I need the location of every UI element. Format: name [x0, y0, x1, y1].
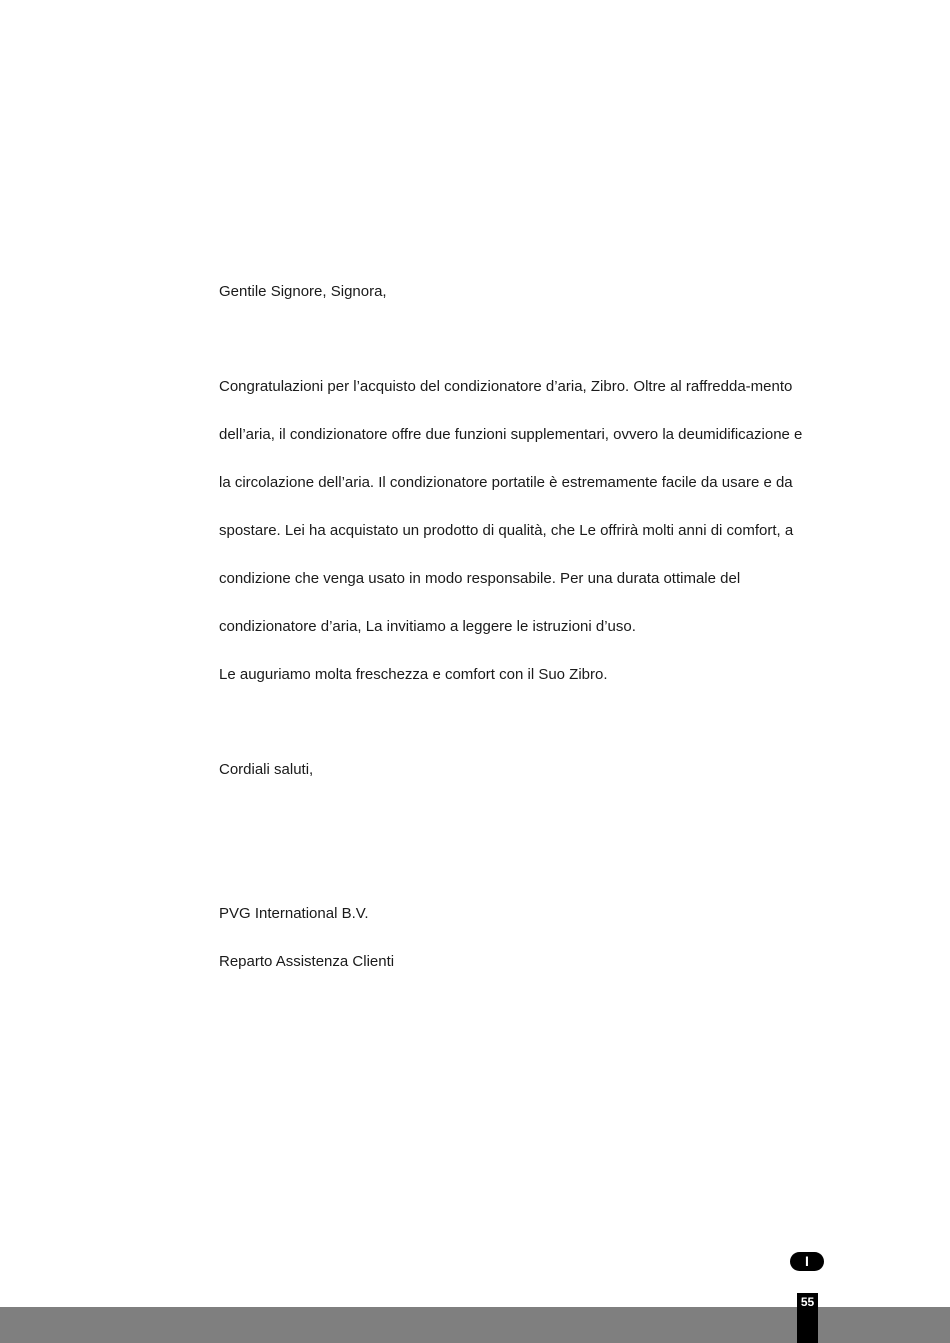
department-name: Reparto Assistenza Clienti	[219, 953, 395, 970]
page-number: 55	[800, 1295, 815, 1309]
body-line-1: Congratulazioni per l’acquisto del condizionatore d’aria, Zibro. Oltre al raffredda-mento	[219, 378, 793, 395]
closing: Cordiali saluti,	[219, 761, 314, 778]
page-number-tab	[797, 1293, 818, 1343]
body-line-3: la circolazione dell’aria. Il condizionatore portatile è estremamente facile da usare e da	[219, 474, 793, 491]
body-line-5: condizione che venga usato in modo responsabile. Per una durata ottimale del	[219, 570, 741, 587]
salutation: Gentile Signore, Signora,	[219, 283, 387, 300]
body-line-4: spostare. Lei ha acquistato un prodotto di qualità, che Le offrirà molti anni di comfort, a	[219, 522, 794, 539]
language-badge: I	[790, 1252, 824, 1271]
company-name: PVG International B.V.	[219, 905, 369, 922]
body-line-2: dell’aria, il condizionatore offre due funzioni supplementari, ovvero la deumidificazione e	[219, 426, 803, 443]
body-line-6: condizionatore d’aria, La invitiamo a leggere le istruzioni d’uso.	[219, 618, 636, 635]
body-line-7: Le auguriamo molta freschezza e comfort con il Suo Zibro.	[219, 666, 608, 683]
